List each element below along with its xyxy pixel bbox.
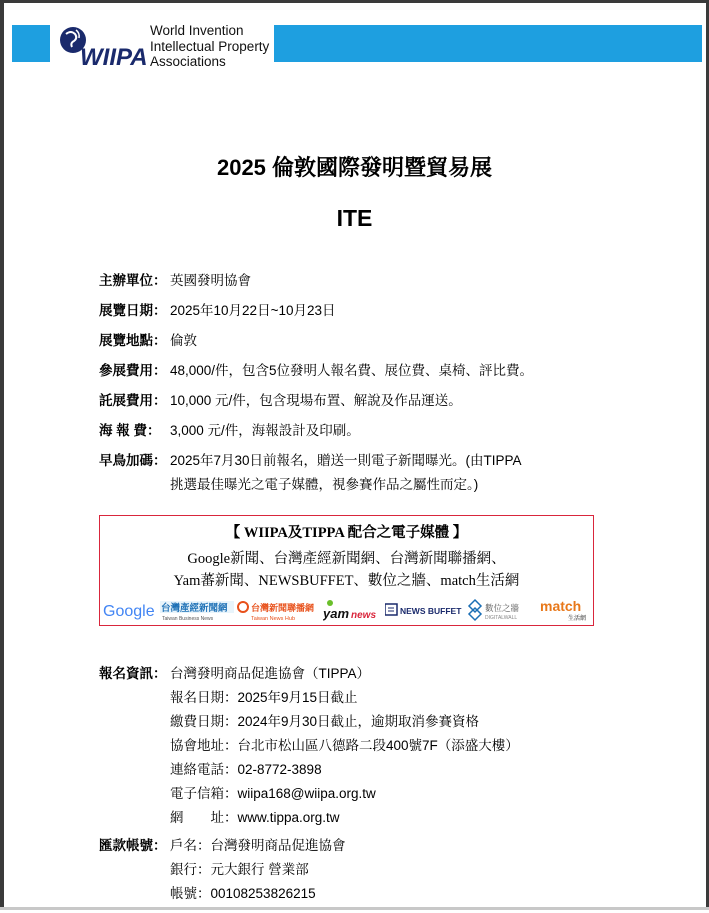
- logo-text: WIIPA: [80, 44, 148, 70]
- bank-label: 匯款帳號：: [99, 838, 167, 853]
- yam-text: yam: [323, 606, 350, 621]
- taiwan-news-hub-logo: [237, 598, 321, 622]
- page-title: 2025 倫敦國際發明暨貿易展: [216, 155, 493, 180]
- yam-news-text: news: [351, 610, 377, 621]
- newsbuffet-logo: [385, 598, 463, 622]
- info-value: 英國發明協會: [170, 273, 251, 288]
- info-label: 展覽日期：: [99, 303, 167, 318]
- match-logo: [540, 598, 592, 622]
- info-row-consign-fee: [99, 392, 533, 410]
- org-name-line2: Intellectual Property: [150, 38, 270, 54]
- dw-cn-text: 數位之牆: [485, 604, 520, 614]
- page-frame-left: [0, 0, 4, 910]
- registration-line: 繳費日期：2024年9月30日截止，逾期取消參賽資格: [170, 714, 480, 729]
- registration-line: 報名日期：2025年9月15日截止: [170, 690, 358, 705]
- info-value: 48,000/件，包含5位發明人報名費、展位費、桌椅、評比費。: [170, 363, 534, 378]
- info-label: 主辦單位：: [99, 273, 167, 288]
- media-partners-box: [99, 515, 594, 626]
- info-value: 3,000 元/件，海報設計及印刷。: [170, 423, 360, 438]
- media-logos: [103, 598, 592, 622]
- newsbuffet-text: NEWS BUFFET: [400, 606, 462, 616]
- bank-block: [99, 837, 519, 903]
- registration-line: 協會地址：台北市松山區八德路二段400號7F（添盛大樓）: [170, 738, 519, 753]
- match-text: match: [540, 598, 582, 614]
- info-value: 倫敦: [170, 333, 197, 348]
- info-value: [170, 452, 522, 494]
- registration-line: 連絡電話：02-8772-3898: [170, 762, 322, 777]
- info-label: 託展費用：: [99, 393, 167, 408]
- info-label: 展覽地點：: [99, 333, 167, 348]
- registration-label: 報名資訊：: [99, 666, 167, 681]
- org-name: [150, 23, 269, 70]
- info-value: 2025年10月22日~10月23日: [170, 303, 336, 318]
- bank-line: 戶名：台灣發明商品促進協會: [170, 838, 346, 853]
- media-box-title: 【 WIIPA及TIPPA 配合之電子媒體 】: [225, 525, 468, 541]
- info-row-location: [99, 332, 533, 350]
- info-row-poster-fee: [99, 422, 533, 440]
- wiipa-logo: [58, 20, 152, 70]
- header-band-left: [12, 25, 50, 62]
- registration-line: 台灣發明商品促進協會（TIPPA）: [170, 666, 371, 681]
- registration-email: 電子信箱：wiipa168@wiipa.org.tw: [170, 786, 376, 801]
- early-bird-line1: 2025年7月30日前報名，贈送一則電子新聞曝光。(由TIPPA: [170, 453, 522, 468]
- taiwan-business-news-logo: [160, 598, 234, 622]
- google-logo-text: Google: [103, 603, 155, 620]
- yam-news-logo: [323, 598, 381, 622]
- page-frame-top: [0, 0, 709, 3]
- dw-en-text: DIGITALWALL: [485, 615, 518, 621]
- header-band-right: [274, 25, 702, 62]
- media-list-line2: Yam蕃新聞、NEWSBUFFET、數位之牆、match生活網: [173, 573, 520, 589]
- info-label: 參展費用：: [99, 363, 167, 378]
- info-label: 海 報 費：: [99, 423, 161, 438]
- tnh-cn-text: 台灣新聞聯播網: [251, 604, 315, 614]
- match-sub-text: 生活網: [568, 615, 587, 622]
- early-bird-line2: 挑選最佳曝光之電子媒體，視參賽作品之屬性而定。): [170, 477, 479, 492]
- page-subtitle: ITE: [336, 205, 373, 231]
- bank-line: 銀行：元大銀行 營業部: [170, 862, 309, 877]
- registration-website: 網 址：www.tippa.org.tw: [170, 810, 340, 825]
- info-row-fee: [99, 362, 533, 380]
- tbn-en-text: Taiwan Business News: [162, 616, 214, 622]
- bank-line: 帳號：0010825382​6215: [170, 886, 316, 901]
- info-row-organizer: [99, 272, 533, 290]
- tbn-cn-text: 台灣產經新聞網: [161, 603, 228, 614]
- registration-block: [99, 665, 519, 827]
- registration-info: [99, 665, 519, 913]
- org-name-line3: Associations: [150, 54, 226, 69]
- tnh-en-text: Taiwan News Hub: [251, 616, 296, 622]
- info-value: 10,000 元/件，包含現場布置、解說及作品運送。: [170, 393, 462, 408]
- info-row-early-bird: [99, 452, 533, 494]
- info-row-date: [99, 302, 533, 320]
- google-logo: [103, 598, 157, 622]
- event-info: [99, 272, 533, 506]
- org-name-line1: World Invention: [150, 23, 244, 38]
- info-label: 早鳥加碼：: [99, 453, 167, 468]
- media-list-line1: Google新聞、台灣產經新聞網、台灣新聞聯播網、: [187, 551, 506, 567]
- digitalwall-logo: [467, 598, 537, 622]
